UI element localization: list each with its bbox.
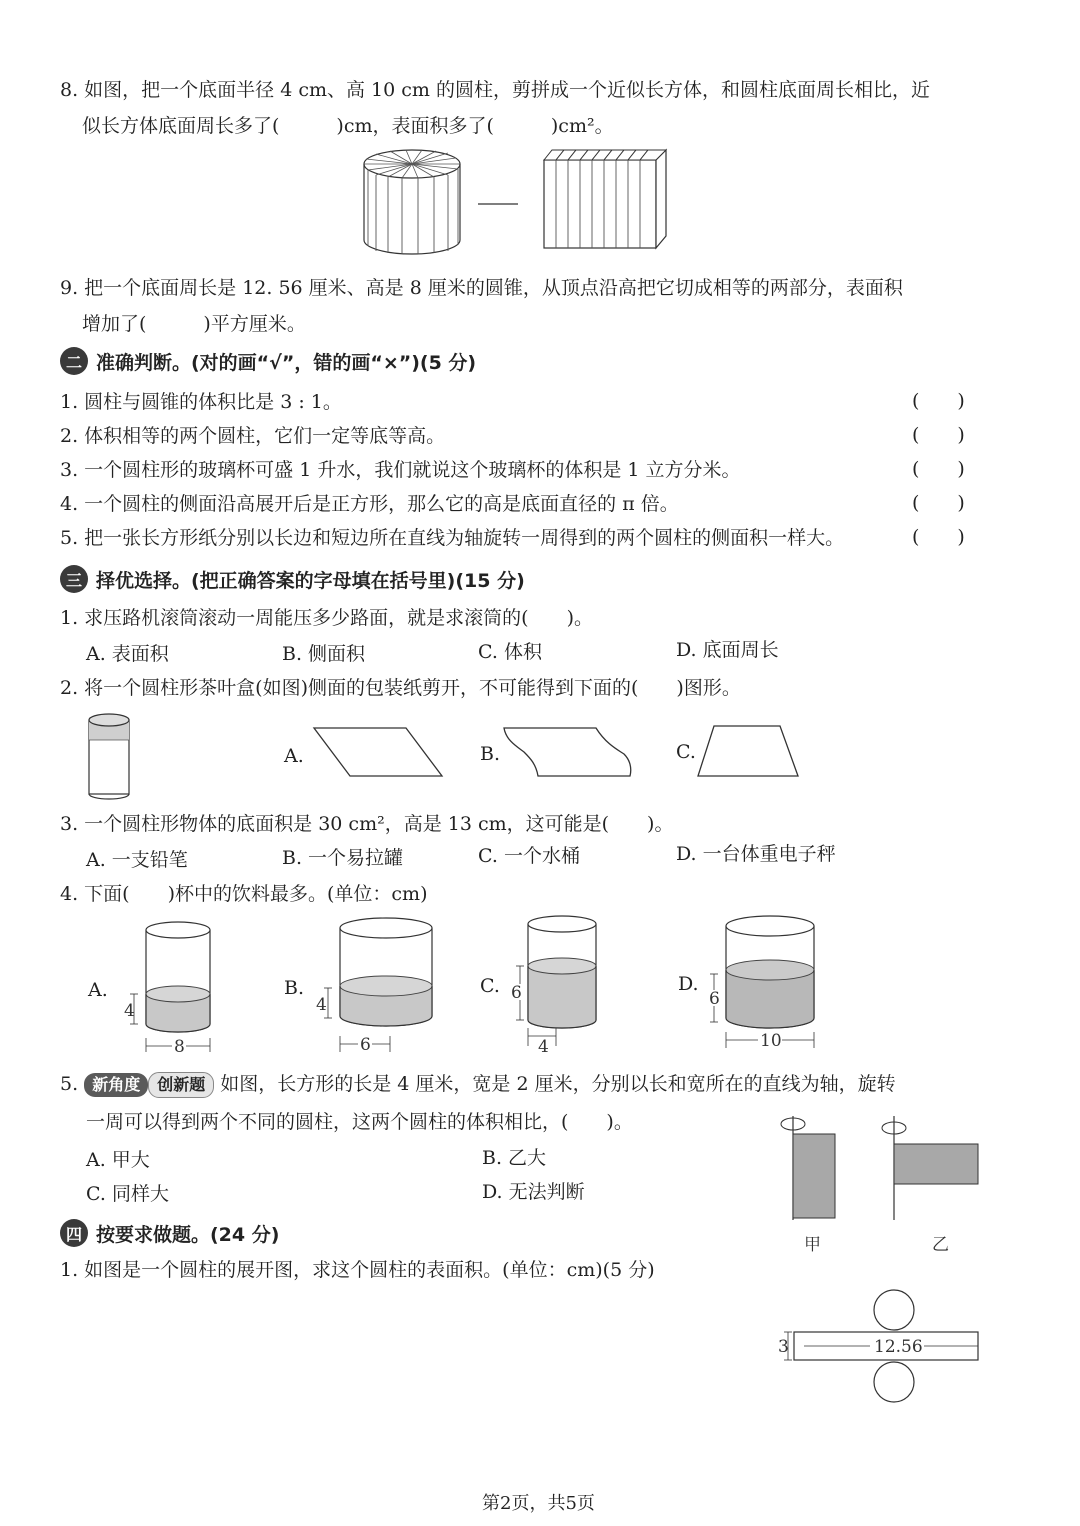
choice-q1-option-d: D. 底面周长 <box>676 639 779 661</box>
q8-cylinder-figure <box>360 148 470 258</box>
q9-line2: 增加了( )平方厘米。 <box>82 313 306 335</box>
cup-b-height: 4 <box>316 995 327 1015</box>
q8-cuboid-figure <box>542 146 672 250</box>
choice-q4-stem: 4. 下面( )杯中的饮料最多。(单位：cm) <box>60 883 428 905</box>
parallelogram-shape <box>310 726 446 780</box>
choice-q3-stem: 3. 一个圆柱形物体的底面积是 30 cm²，高是 13 cm，这可能是( )。 <box>60 813 674 835</box>
choice-q5-option-a: A. 甲大 <box>86 1149 150 1171</box>
choice-q2-stem: 2. 将一个圆柱形茶叶盒(如图)侧面的包装纸剪开，不可能得到下面的( )图形。 <box>60 677 741 699</box>
answer-bracket-5[interactable]: ( ) <box>912 526 965 548</box>
answer-bracket-4[interactable]: ( ) <box>912 492 965 514</box>
tea-box-cylinder-figure <box>86 712 134 798</box>
choice-q5-line1 <box>60 1072 896 1098</box>
cup-b-diameter: 6 <box>360 1035 371 1055</box>
solve-q1-stem: 1. 如图是一个圆柱的展开图，求这个圆柱的表面积。(单位：cm)(5 分) <box>60 1259 655 1281</box>
judge-item-5: 5. 把一张长方形纸分别以长边和短边所在直线为轴旋转一周得到的两个圆柱的侧面积一样大。 <box>60 527 845 549</box>
choice-q2-option-a: A. <box>284 745 304 767</box>
section2-number: 二 <box>60 347 88 375</box>
net-length-label: 12.56 <box>874 1337 923 1357</box>
cup-c-label: C. <box>480 975 500 997</box>
cup-b-label: B. <box>284 977 305 999</box>
choice-q3-option-b: B. 一个易拉罐 <box>282 847 404 869</box>
section3-heading <box>60 564 525 594</box>
judge-item-4: 4. 一个圆柱的侧面沿高展开后是正方形，那么它的高是底面直径的 π 倍。 <box>60 493 679 515</box>
trapezoid-shape <box>696 722 802 780</box>
judge-item-1: 1. 圆柱与圆锥的体积比是 3 : 1。 <box>60 391 342 413</box>
section4-number: 四 <box>60 1219 88 1247</box>
choice-q5-prefix: 5. <box>60 1073 79 1095</box>
cup-c-diameter: 4 <box>538 1037 549 1057</box>
q9-line1: 9. 把一个底面周长是 12. 56 厘米、高是 8 厘米的圆锥，从顶点沿高把它切成相等的两部分，表面积 <box>60 277 903 299</box>
innovation-tag: 创新题 <box>148 1072 214 1098</box>
answer-bracket-3[interactable]: ( ) <box>912 458 965 480</box>
cup-d-figure <box>704 912 824 1050</box>
cup-d-height: 6 <box>709 989 720 1009</box>
rectangle-yi-figure <box>876 1112 986 1260</box>
page-footer: 第2页，共5页 <box>482 1493 595 1514</box>
choice-q5-text1: 如图，长方形的长是 4 厘米，宽是 2 厘米，分别以长和宽所在的直线为轴，旋转 <box>220 1073 896 1095</box>
yi-label: 乙 <box>932 1235 949 1255</box>
choice-q2-option-c: C. <box>676 741 696 763</box>
choice-q1-option-b: B. 侧面积 <box>282 643 366 665</box>
cup-c-height: 6 <box>511 983 522 1003</box>
answer-bracket-1[interactable]: ( ) <box>912 390 965 412</box>
cup-a-diameter: 8 <box>174 1037 185 1057</box>
cup-a-figure <box>116 920 216 1056</box>
answer-bracket-2[interactable]: ( ) <box>912 424 965 446</box>
choice-q1-option-a: A. 表面积 <box>86 643 169 665</box>
cup-d-label: D. <box>678 973 699 995</box>
judge-item-3: 3. 一个圆柱形的玻璃杯可盛 1 升水，我们就说这个玻璃杯的体积是 1 立方分米。 <box>60 459 741 481</box>
q8-line1: 8. 如图，把一个底面半径 4 cm、高 10 cm 的圆柱，剪拼成一个近似长方体，和圆柱底面周长相比，近 <box>60 79 930 101</box>
section3-number: 三 <box>60 565 88 593</box>
section4-heading <box>60 1218 279 1248</box>
section2-heading <box>60 346 476 376</box>
new-angle-tag: 新角度 <box>84 1073 148 1097</box>
choice-q1-stem: 1. 求压路机滚筒滚动一周能压多少路面，就是求滚筒的( )。 <box>60 607 593 629</box>
cup-a-label: A. <box>88 979 108 1001</box>
cup-a-height: 4 <box>124 1001 135 1021</box>
choice-q5-line2: 一周可以得到两个不同的圆柱，这两个圆柱的体积相比，( )。 <box>86 1111 633 1133</box>
cup-c-figure <box>506 914 606 1057</box>
choice-q5-option-b: B. 乙大 <box>482 1147 547 1169</box>
cup-b-figure <box>310 916 440 1056</box>
cup-d-diameter: 10 <box>760 1031 782 1051</box>
choice-q3-option-c: C. 一个水桶 <box>478 845 580 867</box>
choice-q2-option-b: B. <box>480 743 501 765</box>
judge-item-2: 2. 体积相等的两个圆柱，它们一定等底等高。 <box>60 425 446 447</box>
cylinder-net-figure <box>776 1288 986 1406</box>
choice-q3-option-d: D. 一台体重电子秤 <box>676 843 836 865</box>
choice-q5-option-d: D. 无法判断 <box>482 1181 585 1203</box>
jia-label: 甲 <box>804 1235 821 1255</box>
section2-title: 准确判断。(对的画“√”，错的画“×”)(5 分) <box>96 351 477 374</box>
choice-q1-option-c: C. 体积 <box>478 641 542 663</box>
q8-arrow-line <box>478 202 520 206</box>
choice-q5-option-c: C. 同样大 <box>86 1183 169 1205</box>
rectangle-jia-figure <box>776 1112 846 1260</box>
choice-q3-option-a: A. 一支铅笔 <box>86 849 188 871</box>
wavy-edge-shape <box>500 724 636 780</box>
q8-line2: 似长方体底面周长多了( )cm，表面积多了( )cm²。 <box>82 115 614 137</box>
net-height-label: 3 <box>778 1337 789 1357</box>
section3-title: 择优选择。(把正确答案的字母填在括号里)(15 分) <box>96 569 525 592</box>
section4-title: 按要求做题。(24 分) <box>96 1223 280 1246</box>
